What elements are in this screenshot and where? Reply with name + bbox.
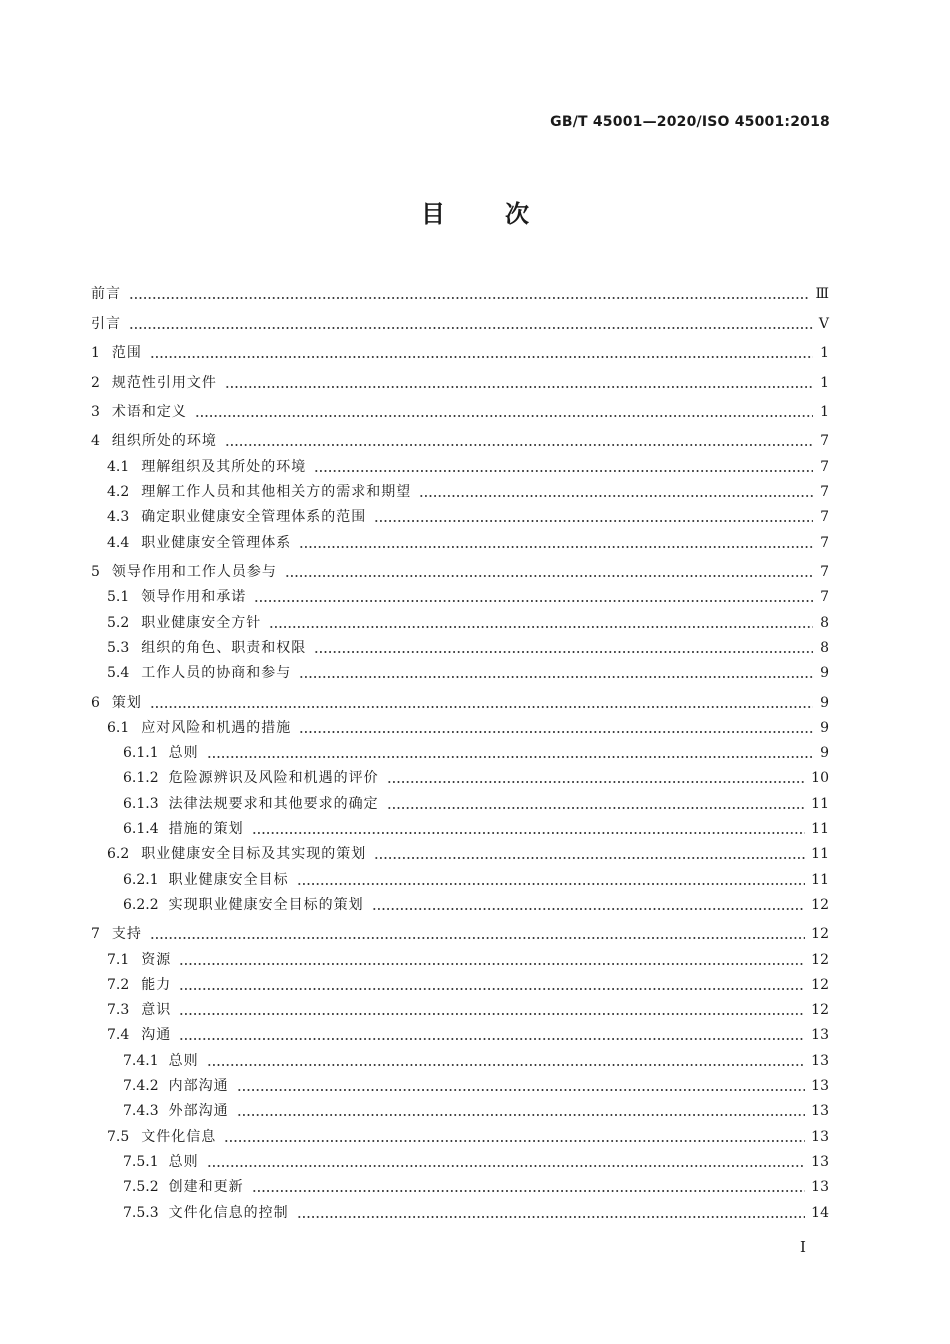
toc-entry-label: 意识 — [141, 1002, 172, 1019]
toc-entry-label: 工作人员的协商和参与 — [141, 665, 292, 682]
toc-leader-dots — [179, 979, 805, 991]
toc-entry-page: 7 — [820, 589, 829, 606]
toc-entry[interactable] — [91, 994, 829, 1019]
toc-entry[interactable] — [91, 1196, 829, 1221]
toc-leader-dots — [314, 461, 813, 473]
toc-entry-page: 11 — [811, 820, 829, 837]
toc-leader-dots — [374, 848, 805, 860]
toc-entry[interactable] — [91, 762, 829, 787]
toc-entry-number: 5 — [91, 563, 100, 580]
toc-entry-number: 4 — [91, 433, 100, 450]
toc-entry[interactable] — [91, 737, 829, 762]
toc-entry-number: 4.3 — [107, 509, 130, 526]
toc-entry-page: 8 — [820, 639, 829, 656]
toc-entry-page: 13 — [811, 1052, 829, 1069]
toc-leader-dots — [237, 1080, 806, 1092]
toc-entry-label: 应对风险和机遇的措施 — [141, 719, 292, 736]
toc-entry[interactable] — [91, 969, 829, 994]
toc-entry-page: 7 — [820, 458, 829, 475]
toc-entry-page: 9 — [820, 665, 829, 682]
toc-leader-dots — [299, 537, 813, 549]
toc-entry[interactable] — [91, 1095, 829, 1120]
toc-leader-dots — [269, 617, 813, 629]
toc-entry-number: 5.2 — [107, 614, 130, 631]
toc-entry-label: 理解组织及其所处的环境 — [141, 458, 307, 475]
toc-entry[interactable] — [91, 392, 829, 421]
toc-entry[interactable] — [91, 682, 829, 711]
toc-entry-page: 13 — [811, 1179, 829, 1196]
toc-entry[interactable] — [91, 450, 829, 475]
toc-entry[interactable] — [91, 526, 829, 551]
toc-leader-dots — [224, 1131, 805, 1143]
toc-entry-number: 4.1 — [107, 458, 130, 475]
toc-entry-number: 7.3 — [107, 1002, 130, 1019]
toc-entry-label: 文件化信息 — [141, 1128, 217, 1145]
toc-entry-page: 13 — [811, 1128, 829, 1145]
toc-leader-dots — [419, 486, 813, 498]
toc-entry-label: 支持 — [111, 926, 142, 943]
toc-leader-dots — [314, 642, 813, 654]
toc-entry[interactable] — [91, 1171, 829, 1196]
toc-entry-page: 12 — [811, 896, 829, 913]
toc-entry[interactable] — [91, 813, 829, 838]
toc-leader-dots — [207, 747, 813, 759]
toc-entry-label: 总则 — [168, 745, 199, 762]
toc-entry[interactable] — [91, 863, 829, 888]
toc-entry-page: 13 — [811, 1103, 829, 1120]
toc-leader-dots — [254, 591, 813, 603]
toc-leader-dots — [195, 406, 813, 418]
toc-entry-number: 6.2 — [107, 846, 130, 863]
toc-leader-dots — [179, 1004, 805, 1016]
toc-entry-label: 能力 — [141, 976, 172, 993]
toc-entry[interactable] — [91, 914, 829, 943]
toc-entry-label: 文件化信息的控制 — [168, 1204, 289, 1221]
toc-entry-page: 13 — [811, 1027, 829, 1044]
toc-leader-dots — [252, 1181, 806, 1193]
toc-leader-dots — [252, 823, 806, 835]
toc-entry-page: 10 — [811, 770, 829, 787]
toc-leader-dots — [150, 928, 805, 940]
toc-leader-dots — [150, 697, 813, 709]
toc-leader-dots — [150, 347, 813, 359]
toc-entry-number: 4.2 — [107, 483, 130, 500]
toc-leader-dots — [374, 511, 813, 523]
toc-entry-number: 7.5 — [107, 1128, 130, 1145]
toc-entry-number: 6.1.3 — [123, 795, 159, 812]
toc-entry-label: 职业健康安全方针 — [141, 614, 262, 631]
toc-entry-label: 资源 — [141, 951, 172, 968]
toc-entry-number: 7.5.2 — [123, 1179, 159, 1196]
toc-entry[interactable] — [91, 552, 829, 581]
toc-entry[interactable] — [91, 889, 829, 914]
toc-entry-page: Ⅴ — [818, 315, 829, 332]
toc-leader-dots — [372, 899, 806, 911]
table-of-contents — [91, 274, 829, 1222]
toc-leader-dots — [179, 954, 805, 966]
toc-entry[interactable] — [91, 943, 829, 968]
toc-entry[interactable] — [91, 1070, 829, 1095]
toc-entry-page: 7 — [820, 433, 829, 450]
toc-entry-number: 7.2 — [107, 976, 130, 993]
toc-entry[interactable] — [91, 787, 829, 812]
toc-entry[interactable] — [91, 303, 829, 332]
toc-entry-label: 组织所处的环境 — [111, 433, 217, 450]
toc-entry-number: 7.4.2 — [123, 1078, 159, 1095]
toc-leader-dots — [387, 772, 806, 784]
toc-entry-label: 确定职业健康安全管理体系的范围 — [141, 509, 367, 526]
toc-leader-dots — [129, 318, 813, 330]
toc-entry-number: 5.3 — [107, 639, 130, 656]
title-char-1: 目 — [421, 200, 445, 228]
toc-leader-dots — [237, 1105, 806, 1117]
toc-entry[interactable] — [91, 476, 829, 501]
toc-entry[interactable] — [91, 333, 829, 362]
toc-entry-label: 内部沟通 — [168, 1078, 229, 1095]
toc-entry-label: 范围 — [111, 345, 142, 362]
toc-entry-page: 9 — [820, 719, 829, 736]
toc-entry-page: Ⅲ — [815, 286, 829, 303]
toc-entry-number: 7.5.3 — [123, 1204, 159, 1221]
toc-entry-page: 12 — [811, 951, 829, 968]
toc-entry-number: 6.1.2 — [123, 770, 159, 787]
toc-entry-page: 9 — [820, 745, 829, 762]
toc-entry[interactable] — [91, 1146, 829, 1171]
standard-code: GB/T 45001—2020/ISO 45001:2018 — [550, 114, 830, 130]
toc-entry-page: 8 — [820, 614, 829, 631]
toc-entry-label: 措施的策划 — [168, 820, 244, 837]
page-title — [0, 194, 950, 229]
toc-entry-number: 6.2.2 — [123, 896, 159, 913]
toc-leader-dots — [285, 566, 813, 578]
toc-entry[interactable] — [91, 501, 829, 526]
toc-entry-label: 职业健康安全目标 — [168, 871, 289, 888]
toc-leader-dots — [299, 667, 813, 679]
toc-entry-label: 规范性引用文件 — [111, 374, 217, 391]
toc-entry-number: 7.1 — [107, 951, 130, 968]
toc-entry-label: 领导作用和承诺 — [141, 589, 247, 606]
toc-entry-page: 1 — [820, 374, 829, 391]
toc-entry-label: 理解工作人员和其他相关方的需求和期望 — [141, 483, 412, 500]
toc-entry-page: 12 — [811, 976, 829, 993]
toc-entry-number: 6 — [91, 694, 100, 711]
toc-entry[interactable] — [91, 581, 829, 606]
toc-entry-number: 6.1.4 — [123, 820, 159, 837]
toc-entry-label: 总则 — [168, 1153, 199, 1170]
toc-entry-number: 7.4.3 — [123, 1103, 159, 1120]
toc-leader-dots — [207, 1156, 806, 1168]
toc-entry[interactable] — [91, 606, 829, 631]
toc-leader-dots — [297, 1207, 806, 1219]
toc-entry-number: 6.1 — [107, 719, 130, 736]
toc-entry-page: 13 — [811, 1153, 829, 1170]
toc-leader-dots — [129, 288, 809, 300]
toc-entry-label: 总则 — [168, 1052, 199, 1069]
toc-entry-page: 11 — [811, 795, 829, 812]
toc-entry-number: 5.1 — [107, 589, 130, 606]
toc-entry-page: 7 — [820, 509, 829, 526]
toc-entry-page: 9 — [820, 694, 829, 711]
toc-entry-label: 职业健康安全目标及其实现的策划 — [141, 846, 367, 863]
toc-entry[interactable] — [91, 838, 829, 863]
toc-entry[interactable] — [91, 712, 829, 737]
toc-entry-number: 7.4 — [107, 1027, 130, 1044]
toc-leader-dots — [387, 798, 806, 810]
toc-entry[interactable] — [91, 421, 829, 450]
toc-leader-dots — [299, 722, 813, 734]
toc-entry-page: 7 — [820, 534, 829, 551]
toc-leader-dots — [179, 1029, 805, 1041]
toc-entry-label: 创建和更新 — [168, 1179, 244, 1196]
toc-entry-number: 2 — [91, 374, 100, 391]
toc-entry[interactable] — [91, 362, 829, 391]
toc-entry-number: 3 — [91, 403, 100, 420]
toc-entry-label: 策划 — [111, 694, 142, 711]
toc-leader-dots — [225, 435, 813, 447]
toc-entry-page: 12 — [811, 926, 829, 943]
toc-entry-page: 11 — [811, 846, 829, 863]
toc-entry-number: 6.2.1 — [123, 871, 159, 888]
toc-entry-page: 11 — [811, 871, 829, 888]
toc-entry[interactable] — [91, 1019, 829, 1044]
toc-entry[interactable] — [91, 657, 829, 682]
toc-entry[interactable] — [91, 1044, 829, 1069]
toc-entry-label: 领导作用和工作人员参与 — [111, 563, 277, 580]
toc-entry-number: 7.5.1 — [123, 1153, 159, 1170]
toc-entry-page: 13 — [811, 1078, 829, 1095]
toc-entry-label: 前言 — [91, 286, 121, 303]
toc-entry-page: 7 — [820, 483, 829, 500]
toc-entry-page: 1 — [820, 403, 829, 420]
page-number: I — [800, 1238, 806, 1256]
toc-entry-label: 组织的角色、职责和权限 — [141, 639, 307, 656]
toc-entry-number: 4.4 — [107, 534, 130, 551]
toc-entry-number: 7.4.1 — [123, 1052, 159, 1069]
toc-entry-page: 12 — [811, 1002, 829, 1019]
toc-leader-dots — [297, 874, 806, 886]
toc-entry-page: 7 — [820, 563, 829, 580]
title-char-2: 次 — [505, 200, 529, 228]
toc-entry-number: 5.4 — [107, 665, 130, 682]
toc-leader-dots — [207, 1055, 806, 1067]
toc-entry[interactable] — [91, 1120, 829, 1145]
toc-entry-label: 实现职业健康安全目标的策划 — [168, 896, 364, 913]
toc-entry[interactable] — [91, 632, 829, 657]
toc-entry-label: 沟通 — [141, 1027, 172, 1044]
toc-entry-label: 危险源辨识及风险和机遇的评价 — [168, 770, 379, 787]
toc-entry-number: 7 — [91, 926, 100, 943]
toc-entry-page: 1 — [820, 345, 829, 362]
toc-entry-label: 法律法规要求和其他要求的确定 — [168, 795, 379, 812]
toc-leader-dots — [225, 377, 813, 389]
toc-entry-number: 6.1.1 — [123, 745, 159, 762]
toc-entry-label: 职业健康安全管理体系 — [141, 534, 292, 551]
toc-entry-number: 1 — [91, 345, 100, 362]
toc-entry-label: 外部沟通 — [168, 1103, 229, 1120]
toc-entry-label: 术语和定义 — [111, 403, 187, 420]
toc-entry-label: 引言 — [91, 315, 121, 332]
toc-entry[interactable] — [91, 274, 829, 303]
toc-entry-page: 14 — [811, 1204, 829, 1221]
